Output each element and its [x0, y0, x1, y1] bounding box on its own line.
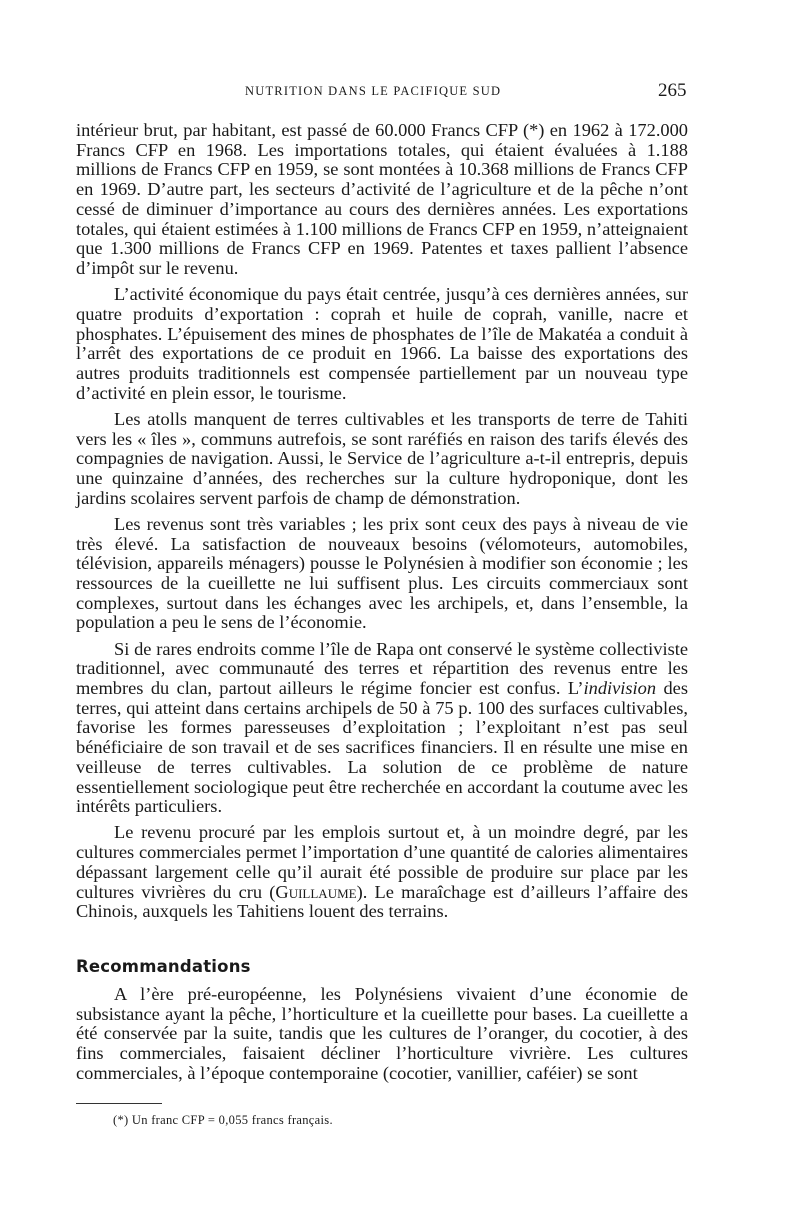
paragraph-6 — [76, 823, 688, 922]
running-head: NUTRITION DANS LE PACIFIQUE SUD — [245, 84, 502, 98]
paragraph-3: Les atolls manquent de terres cultivables et les transports de terre de Tahiti vers les « îles », communs autrefois, se sont raréfiés en raison des tarifs élevés des compagnies de navigation. Aussi, le Service de l’agriculture a-t-il entrepris, depuis une quinzaine d’années, des recherches sur la culture hydroponique, dont les jardins scolaires servent parfois de champ de démonstration. — [76, 408, 688, 508]
paragraph-1: intérieur brut, par habitant, est passé de 60.000 Francs CFP (*) en 1962 à 172.000 Francs CFP en 1968. Les importations totales, qui étaient évaluées à 1.188 millions de Francs CFP en 1959, se sont montées à 10.368 millions de Francs CFP en 1969. D’autre part, les secteurs d’activité de l’agriculture et de la pêche n’ont cessé de diminuer d’importance au cours des dernières années. Les exportations totales, qui étaient estimées à 1.100 millions de Francs CFP en 1959, n’atteignaient que 1.300 millions de Francs CFP en 1969. Patentes et taxes pallient l’absence d’impôt sur le revenu. — [76, 120, 688, 278]
paragraph-5-text-b: des terres, qui atteint dans certains archipels de 50 à 75 p. 100 des surfaces cultivables, favorise les formes paresseuses d’exploitation ; l’exploitant n’est pas seul bénéficiaire de son travail et de ses sacrifices financiers. Il en résulte une mise en veilleuse de terres cultivables. La solution de ce problème de nature essentiellement sociologique peut être recherchée en accordant la coutume avec les intérêts particuliers. — [76, 677, 688, 817]
paragraph-6-text-b: ). Le maraîchage est d’ailleurs l’affaire des Chinois, auxquels les Tahitiens louent des terrains. — [76, 881, 688, 922]
section-heading: Recommandations — [76, 957, 251, 976]
paragraph-6-text-a: Le revenu procuré par les emplois surtout et, à un moindre degré, par les cultures commerciales permet l’importation d’une quantité de calories alimentaires dépassant largement celle qu’il aurait été possible de produire sur place par les cultures vivrières du cru ( — [76, 822, 688, 902]
author-citation: Guillaume — [275, 881, 357, 902]
section-paragraph: A l’ère pré-européenne, les Polynésiens vivaient d’une économie de subsistance ayant la pêche, l’horticulture et la cueillette pour bases. La cueillette a été conservée par la suite, tandis que les cultures de l’oranger, du cocotier, à des fins commerciales, faisaient décliner l’horticulture vivrière. Les cultures commerciales, à l’époque contemporaine (cocotier, vanillier, caféier) se sont — [76, 984, 688, 1083]
footnote-divider — [76, 1103, 162, 1104]
footnote: (*) Un franc CFP = 0,055 francs français. — [113, 1113, 333, 1127]
section-text — [76, 985, 688, 1084]
body-text — [76, 121, 688, 928]
page-number: 265 — [658, 80, 687, 101]
paragraph-5-italic: indivision — [583, 677, 657, 698]
paragraph-2: L’activité économique du pays était centrée, jusqu’à ces dernières années, sur quatre produits d’exportation : coprah et huile de coprah, vanille, nacre et phosphates. L’épuisement des mines de phosphates de l’île de Makatéa a conduit à l’arrêt des exportations de ce produit en 1966. La baisse des exportations des autres produits traditionnels est compensée partiellement par un nouveau type d’activité en plein essor, le tourisme. — [76, 284, 688, 403]
paragraph-5-text-a: Si de rares endroits comme l’île de Rapa ont conservé le système collectiviste traditionnel, avec communauté des terres et répartition des revenus entre les membres du clan, partout ailleurs le régime foncier est confus. L’ — [76, 638, 688, 698]
paragraph-4: Les revenus sont très variables ; les prix sont ceux des pays à niveau de vie très élevé. La satisfaction de nouveaux besoins (vélomoteurs, automobiles, télévision, appareils ménagers) pousse le Polynésien à modifier son économie ; les ressources de la cueillette ne lui suffisent plus. Les circuits commerciaux sont complexes, surtout dans les échanges avec les archipels, et, dans l’ensemble, la population a peu le sens de l’économie. — [76, 513, 688, 633]
paragraph-5 — [76, 640, 688, 817]
